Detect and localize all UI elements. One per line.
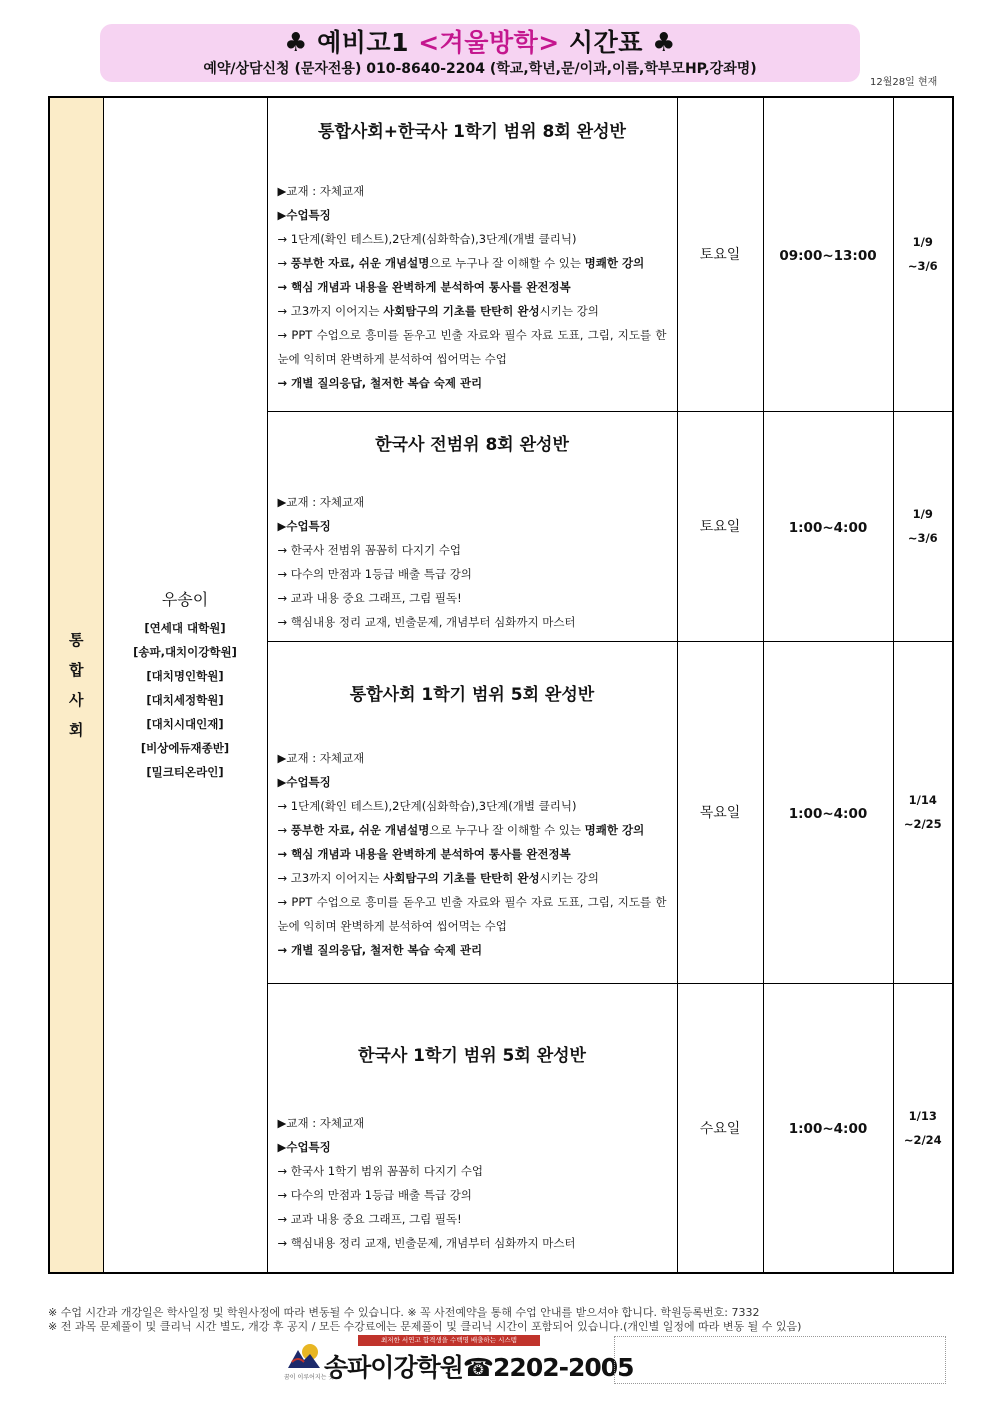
feature-line: → PPT 수업으로 흥미를 돋우고 빈출 자료와 필수 자료 도표, 그림, 지도를 한눈에 익히며 완벽하게 분석하여 씹어먹는 수업 <box>277 895 667 933</box>
course-title: 통합사회+한국사 1학기 범위 8회 완성반 <box>318 122 626 143</box>
club-left-icon: ♣ <box>284 28 308 58</box>
course-row <box>49 97 953 411</box>
title-accent: <겨울방학> <box>418 28 560 57</box>
title-suffix: 시간표 <box>568 28 643 57</box>
feature-line: → 풍부한 자료, 쉬운 개념설명으로 누구나 잘 이해할 수 있는 명쾌한 강의 <box>277 823 645 837</box>
feature-line: → 1단계(확인 테스트),2단계(심화학습),3단계(개별 클리닉) <box>277 799 577 813</box>
teacher-name: 우송이 <box>161 589 209 609</box>
feature-line: → 개별 질의응답, 철저한 복습 숙제 관리 <box>277 943 483 957</box>
features-label: ▶수업특징 <box>277 775 331 789</box>
academy-name: 송파이강학원☎2202-2005 <box>324 1353 634 1382</box>
features-label: ▶수업특징 <box>277 519 331 533</box>
affiliation: [밀크티온라인] <box>146 764 224 779</box>
contact-info: 예약/상담신청 (문자전용) 010-8640-2204 (학교,학년,문/이과,이름,학부모HP,강좌명) <box>203 61 757 77</box>
affiliation: [대치세정학원] <box>146 692 224 707</box>
affiliation: [대치명인학원] <box>146 668 224 683</box>
affiliation: [연세대 대학원] <box>144 620 226 635</box>
logo-subtext: 꿈이 이루어지는 곳 <box>284 1374 335 1381</box>
textbook-line: ▶교재 : 자체교재 <box>277 495 365 509</box>
feature-line: → PPT 수업으로 흥미를 돋우고 빈출 자료와 필수 자료 도표, 그림, 지도를 한눈에 익히며 완벽하게 분석하여 씹어먹는 수업 <box>277 328 667 367</box>
period-cell: 1/9 ~3/6 <box>893 411 953 641</box>
time-cell: 1:00~4:00 <box>763 411 893 641</box>
title-banner <box>100 24 860 82</box>
subject-cell: 통 합 사 회 <box>49 97 103 1273</box>
feature-line: → 핵심 개념과 내용을 완벽하게 분석하여 통사를 완전정복 <box>277 280 571 295</box>
time-cell: 1:00~4:00 <box>763 641 893 983</box>
day-cell: 목요일 <box>677 641 763 983</box>
course-title: 한국사 1학기 범위 5회 완성반 <box>358 1045 586 1066</box>
period-cell: 1/13 ~2/24 <box>893 983 953 1273</box>
features-label: ▶수업특징 <box>277 1139 331 1154</box>
textbook-line: ▶교재 : 자체교재 <box>277 1115 365 1130</box>
schedule-table <box>48 96 954 1274</box>
day-cell: 토요일 <box>677 411 763 641</box>
day-cell: 수요일 <box>677 983 763 1273</box>
features-label: ▶수업특징 <box>277 208 331 223</box>
feature-line: → 핵심 개념과 내용을 완벽하게 분석하여 통사를 완전정복 <box>277 847 571 861</box>
feature-line: → 핵심내용 정리 교재, 빈출문제, 개념부터 심화까지 마스터 <box>277 1235 576 1250</box>
feature-line: → 한국사 전범위 꼼꼼히 다지기 수업 <box>277 543 461 557</box>
footer-note: ※ 전 과목 문제풀이 및 클리닉 시간 별도, 개강 후 공지 / 모든 수강료에는 문제풀이 및 클리닉 시간이 포함되어 있습니다.(개인별 일정에 따라 변동 될 수 있음) <box>48 1320 802 1333</box>
course-details <box>267 97 677 411</box>
blank-box <box>614 1336 946 1384</box>
day-cell: 토요일 <box>677 97 763 411</box>
footer-note: ※ 수업 시간과 개강일은 학사일정 및 학원사정에 따라 변동될 수 있습니다. ※ 꼭 사전예약을 통해 수업 안내를 받으셔야 합니다. 학원등록번호: 7332 <box>48 1306 760 1319</box>
period-cell: 1/14 ~2/25 <box>893 641 953 983</box>
feature-line: → 풍부한 자료, 쉬운 개념설명으로 누구나 잘 이해할 수 있는 명쾌한 강의 <box>277 256 645 271</box>
feature-line: → 교과 내용 중요 그래프, 그림 필독! <box>277 591 462 605</box>
club-right-icon: ♣ <box>652 28 676 58</box>
course-title: 통합사회 1학기 범위 5회 완성반 <box>349 685 595 705</box>
affiliation: [비상에듀재종반] <box>140 740 230 755</box>
feature-line: → 다수의 만점과 1등급 배출 특급 강의 <box>277 567 472 581</box>
feature-line: → 개별 질의응답, 철저한 복습 숙제 관리 <box>277 376 483 391</box>
feature-line: → 핵심내용 정리 교재, 빈출문제, 개념부터 심화까지 마스터 <box>277 615 576 629</box>
footer-notes <box>48 1306 801 1334</box>
feature-line: → 고3까지 이어지는 사회탐구의 기초를 탄탄히 완성시키는 강의 <box>277 304 599 319</box>
course-details <box>267 983 677 1273</box>
period-cell: 1/9 ~3/6 <box>893 97 953 411</box>
feature-line: → 교과 내용 중요 그래프, 그림 필독! <box>277 1211 462 1226</box>
title-prefix: 예비고1 <box>317 28 409 57</box>
logo-tagline: 최저한 서연고 합격생을 수백명 배출하는 시스템 <box>358 1335 540 1346</box>
academy-logo <box>284 1334 634 1382</box>
page-title <box>100 24 860 60</box>
textbook-line: ▶교재 : 자체교재 <box>277 751 365 765</box>
feature-line: → 고3까지 이어지는 사회탐구의 기초를 탄탄히 완성시키는 강의 <box>277 871 599 885</box>
course-details <box>267 641 677 983</box>
feature-line: → 1단계(확인 테스트),2단계(심화학습),3단계(개별 클리닉) <box>277 232 577 247</box>
feature-line: → 한국사 1학기 범위 꼼꼼히 다지기 수업 <box>277 1163 484 1178</box>
course-title: 한국사 전범위 8회 완성반 <box>375 435 569 455</box>
time-cell: 09:00~13:00 <box>763 97 893 411</box>
teacher-cell <box>103 97 267 1273</box>
course-details <box>267 411 677 641</box>
textbook-line: ▶교재 : 자체교재 <box>277 184 365 199</box>
affiliation: [대치시대인재] <box>146 716 224 731</box>
feature-line: → 다수의 만점과 1등급 배출 특급 강의 <box>277 1187 472 1202</box>
affiliation: [송파,대치이강학원] <box>133 644 237 659</box>
date-note: 12월28일 현재 <box>870 77 938 88</box>
time-cell: 1:00~4:00 <box>763 983 893 1273</box>
